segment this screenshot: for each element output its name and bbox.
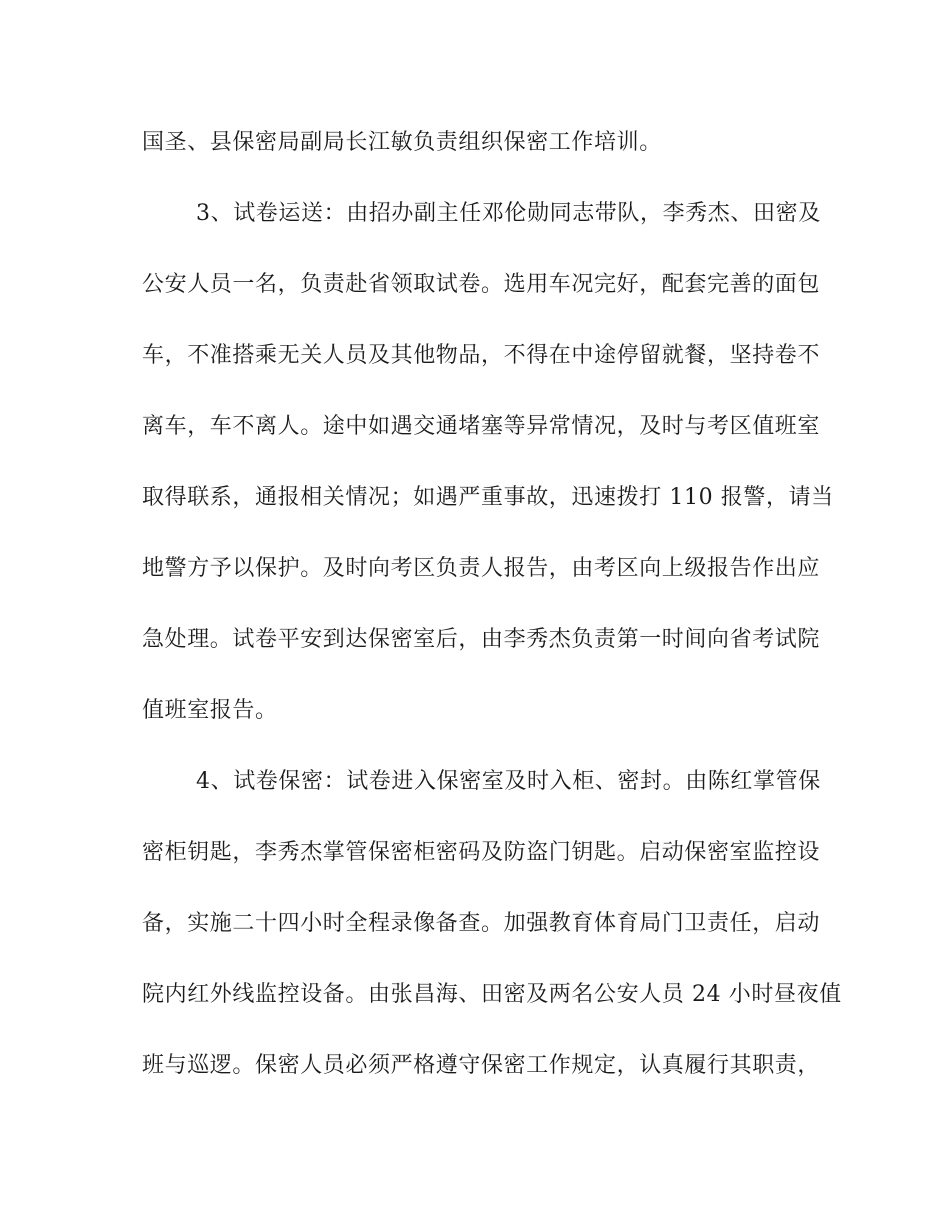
- paragraph-heading-line: 3、试卷运送：由招办副主任邓伦勋同志带队，李秀杰、田密及: [196, 201, 821, 226]
- text-line: 车，不准搭乘无关人员及其他物品，不得在中途停留就餐，坚持卷不: [142, 343, 821, 368]
- text-line: 公安人员一名，负责赴省领取试卷。选用车况完好，配套完善的面包: [142, 272, 821, 297]
- paragraph-heading-line: 4、试卷保密：试卷进入保密室及时入柜、密封。由陈红掌管保: [196, 769, 821, 794]
- text-line: 备，实施二十四小时全程录像备查。加强教育体育局门卫责任，启动: [142, 911, 821, 936]
- text-line: 班与巡逻。保密人员必须严格遵守保密工作规定，认真履行其职责，: [142, 1053, 821, 1078]
- text-line: 离车，车不离人。途中如遇交通堵塞等异常情况，及时与考区值班室: [142, 414, 821, 439]
- text-line: 院内红外线监控设备。由张昌海、田密及两名公安人员 24 小时昼夜值: [142, 982, 842, 1007]
- text-line: 值班室报告。: [142, 698, 278, 723]
- text-line: 取得联系，通报相关情况；如遇严重事故，迅速拨打 110 报警，请当: [142, 485, 834, 510]
- text-line: 密柜钥匙，李秀杰掌管保密柜密码及防盗门钥匙。启动保密室监控设: [142, 840, 821, 865]
- text-line: 急处理。试卷平安到达保密室后，由李秀杰负责第一时间向省考试院: [142, 627, 821, 652]
- text-line: 地警方予以保护。及时向考区负责人报告，由考区向上级报告作出应: [142, 556, 821, 581]
- text-line: 国圣、县保密局副局长江敏负责组织保密工作培训。: [142, 130, 662, 155]
